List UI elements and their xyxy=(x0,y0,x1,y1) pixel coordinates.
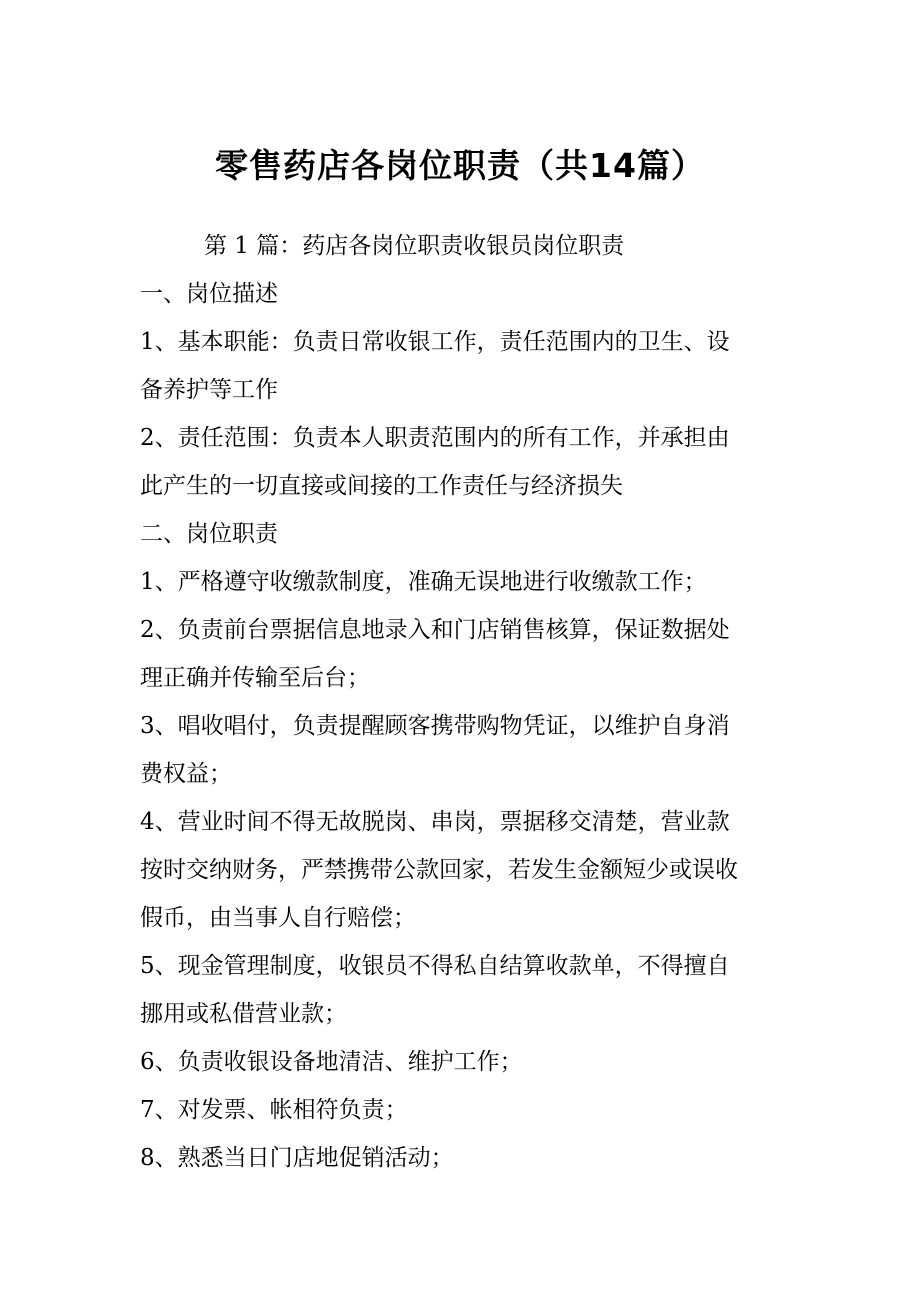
paragraph-line: 2、责任范围：负责本人职责范围内的所有工作，并承担由 xyxy=(140,425,730,451)
paragraph-line: 6、负责收银设备地清洁、维护工作； xyxy=(140,1049,523,1075)
paragraph-line: 备养护等工作 xyxy=(140,377,278,403)
section-heading-job-duties: 二、岗位职责 xyxy=(140,521,278,547)
chapter-heading: 第 1 篇：药店各岗位职责收银员岗位职责 xyxy=(204,233,625,259)
paragraph-line: 8、熟悉当日门店地促销活动； xyxy=(140,1145,454,1171)
paragraph-line: 理正确并传输至后台； xyxy=(140,665,370,691)
paragraph-line: 5、现金管理制度，收银员不得私自结算收款单，不得擅自 xyxy=(140,953,730,979)
paragraph-line: 假币，由当事人自行赔偿； xyxy=(140,905,416,931)
paragraph-line: 费权益； xyxy=(140,761,232,787)
paragraph-line: 3、唱收唱付，负责提醒顾客携带购物凭证，以维护自身消 xyxy=(140,713,730,739)
paragraph-line: 此产生的一切直接或间接的工作责任与经济损失 xyxy=(140,473,623,499)
paragraph-line: 1、基本职能：负责日常收银工作，责任范围内的卫生、设 xyxy=(140,329,730,355)
paragraph-line: 1、严格遵守收缴款制度，准确无误地进行收缴款工作； xyxy=(140,569,707,595)
paragraph-line: 挪用或私借营业款； xyxy=(140,1001,347,1027)
paragraph-line: 7、对发票、帐相符负责； xyxy=(140,1097,408,1123)
paragraph-line: 2、负责前台票据信息地录入和门店销售核算，保证数据处 xyxy=(140,617,730,643)
paragraph-line: 按时交纳财务，严禁携带公款回家，若发生金额短少或误收 xyxy=(140,857,738,883)
document-title: 零售药店各岗位职责（共14篇） xyxy=(215,146,705,185)
document-body xyxy=(140,222,783,1182)
section-heading-job-description: 一、岗位描述 xyxy=(140,281,278,307)
paragraph-line: 4、营业时间不得无故脱岗、串岗，票据移交清楚，营业款 xyxy=(140,809,730,835)
